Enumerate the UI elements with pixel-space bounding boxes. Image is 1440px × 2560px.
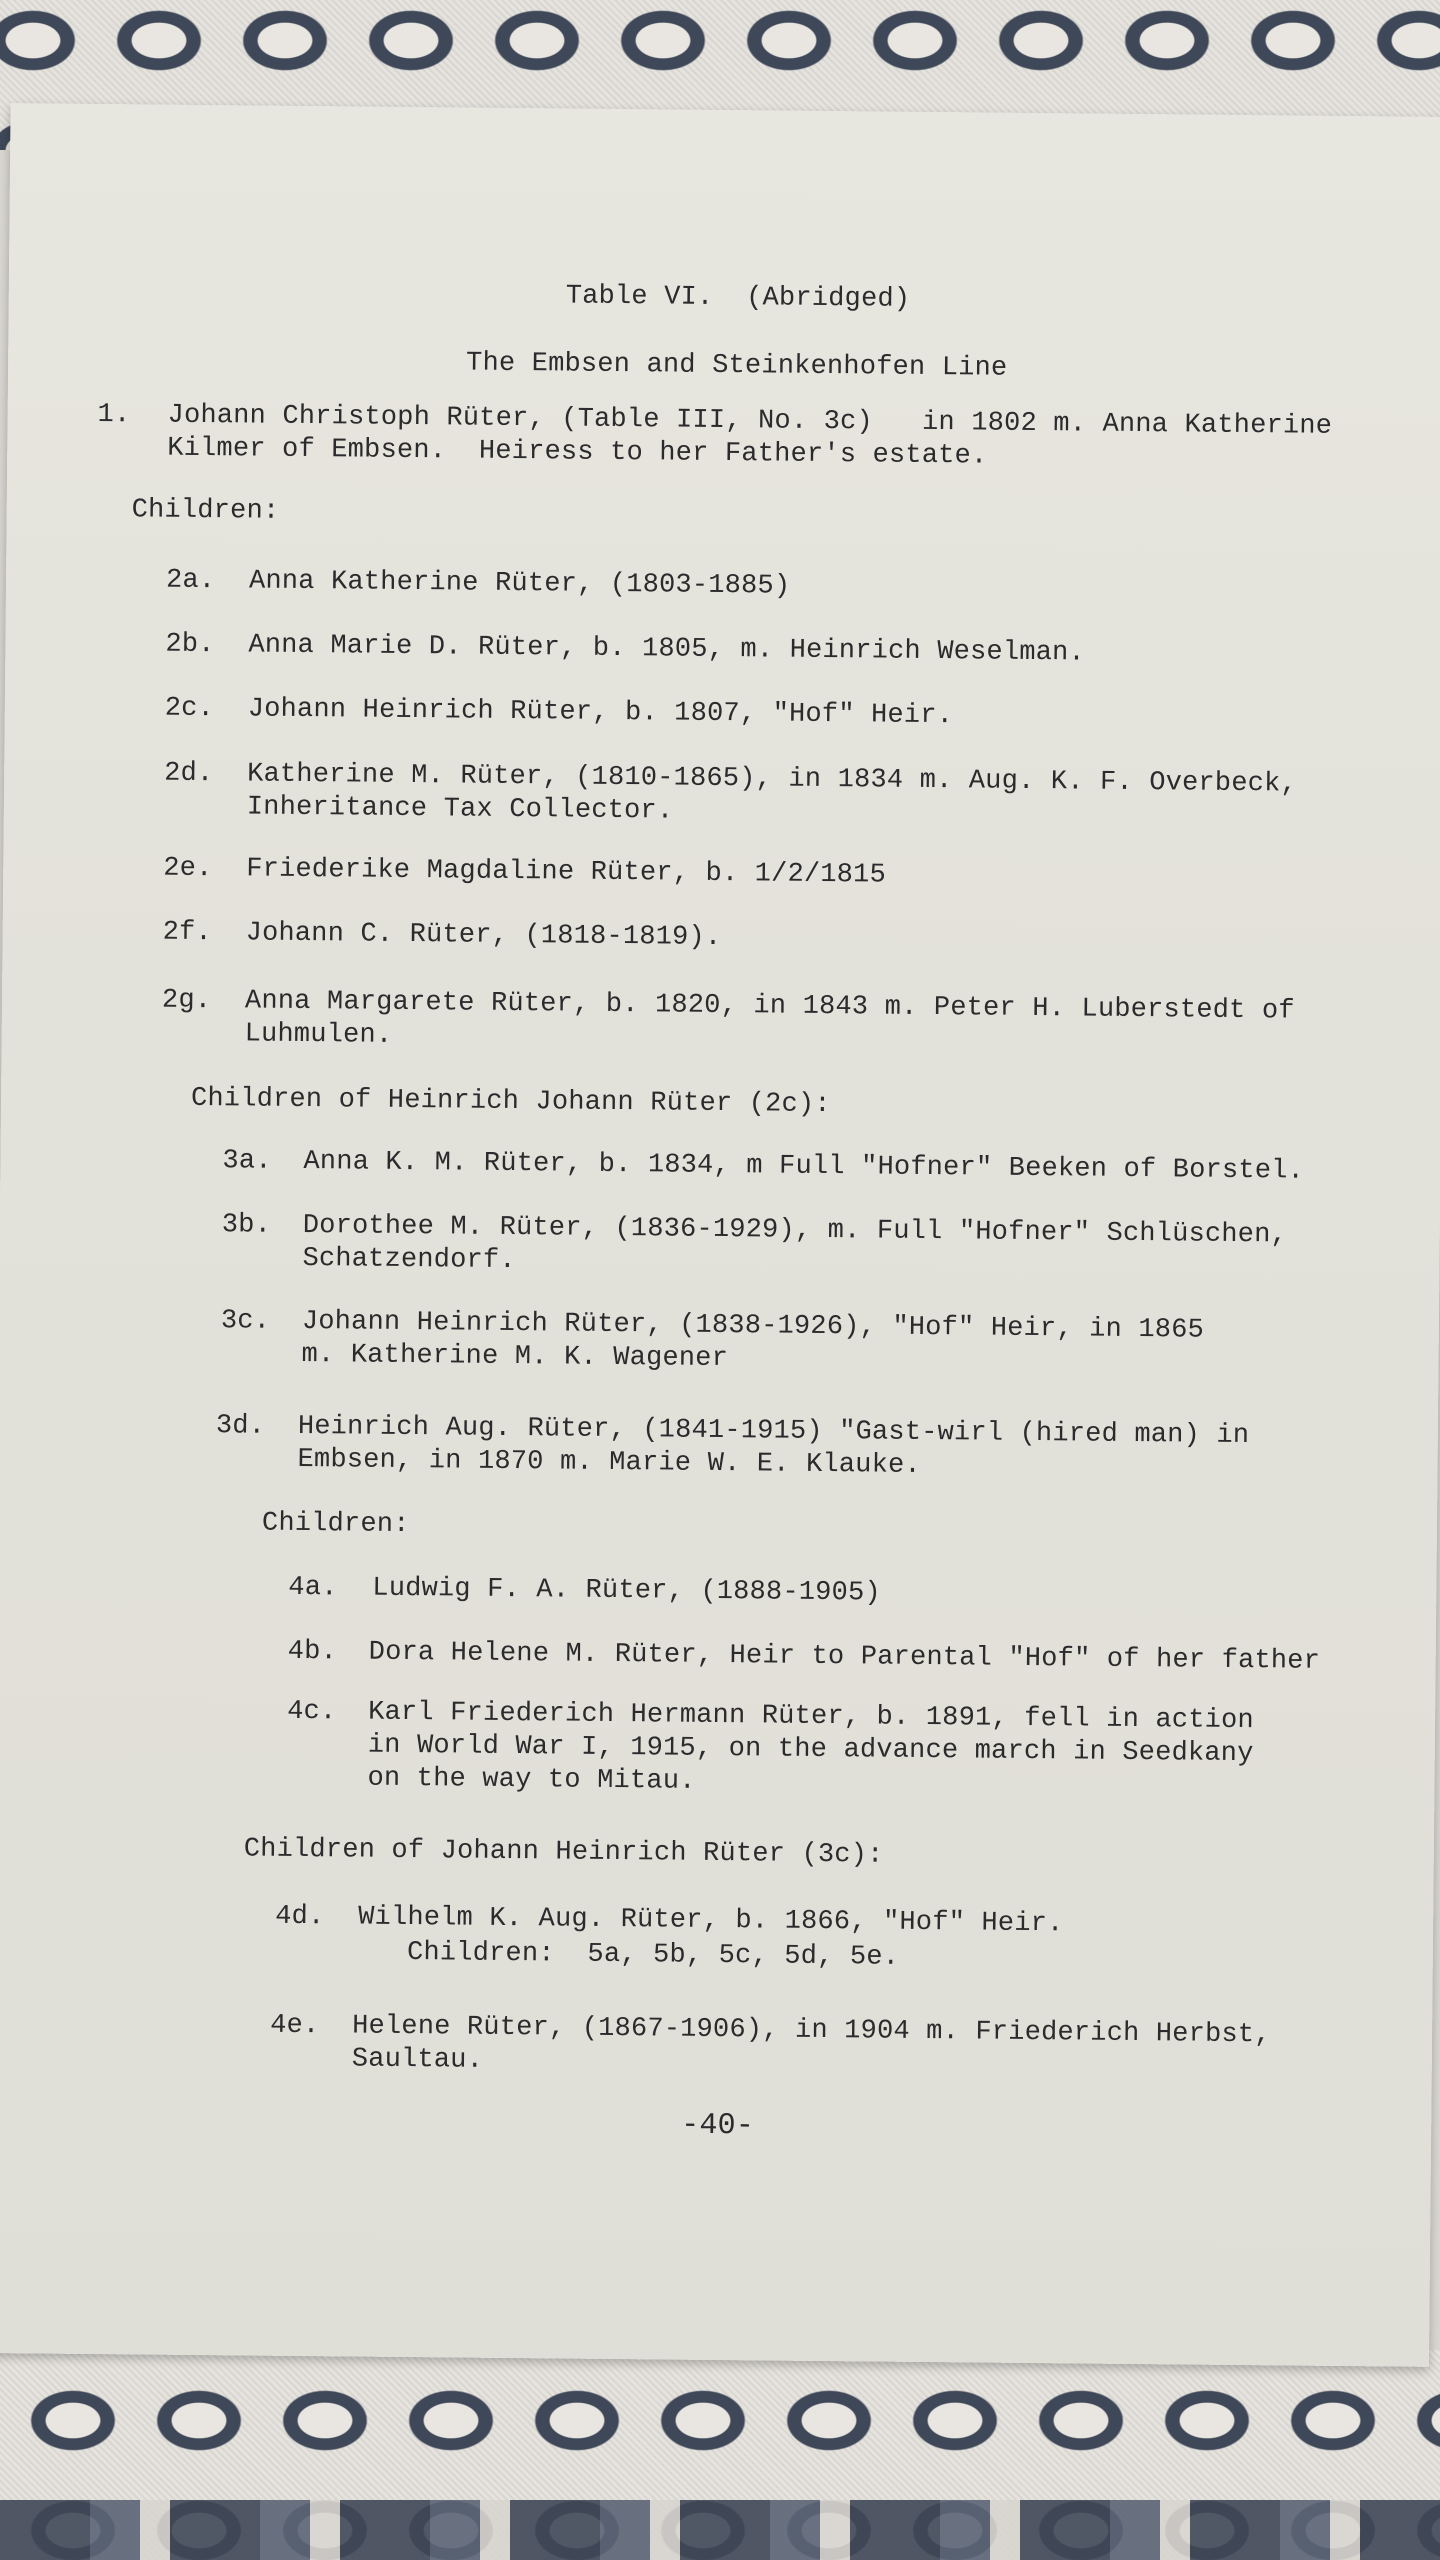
fabric-background-bottom bbox=[0, 2350, 1440, 2560]
entry-id: 2d. bbox=[164, 758, 214, 790]
entry-2e-text: Friederike Magdaline Rüter, b. 1/2/1815 bbox=[246, 854, 887, 891]
entry-1-line-1: Johann Christoph Rüter, (Table III, No. 3c) in 1802 m. Anna Katherine bbox=[167, 400, 1333, 442]
entry-id: 2b. bbox=[165, 629, 215, 661]
entry-id: 2a. bbox=[165, 565, 216, 597]
entry-id: 2g. bbox=[161, 985, 212, 1017]
entry-id: 2c. bbox=[164, 693, 215, 725]
entry-id: 2f. bbox=[162, 917, 212, 949]
entry-id: 3b. bbox=[221, 1210, 272, 1241]
entry-id: 4d. bbox=[275, 1901, 325, 1933]
entry-4e-text-1: Helene Rüter, (1867-1906), in 1904 m. Friederich Herbst, bbox=[352, 2011, 1271, 2051]
entry-4c-text-2: in World War I, 1915, on the advance march in Seedkany bbox=[367, 1730, 1254, 1770]
entry-4a-text: Ludwig F. A. Rüter, (1888-1905) bbox=[372, 1573, 881, 1609]
entry-2b-text: Anna Marie D. Rüter, b. 1805, m. Heinrich Weselman. bbox=[248, 630, 1086, 669]
entry-3d-text-1: Heinrich Aug. Rüter, (1841-1915) "Gast-wirl (hired man) in bbox=[297, 1411, 1250, 1452]
document-page bbox=[0, 103, 1440, 2367]
children-heading: Children: bbox=[131, 495, 280, 527]
entry-4c-text-1: Karl Friederich Hermann Rüter, b. 1891, fell in action bbox=[368, 1697, 1255, 1737]
entry-id: 3a. bbox=[222, 1146, 272, 1177]
table-title: Table VI. (Abridged) bbox=[565, 281, 911, 315]
entry-2d-text-1: Katherine M. Rüter, (1810-1865), in 1834 m. Aug. K. F. Overbeck, bbox=[247, 759, 1298, 800]
entry-2g-text-2: Luhmulen. bbox=[244, 1019, 393, 1051]
page-number: -40- bbox=[681, 2108, 755, 2144]
entry-4d-text-1: Wilhelm K. Aug. Rüter, b. 1866, "Hof" Heir. bbox=[358, 1902, 1064, 1940]
entry-id: 4c. bbox=[287, 1696, 337, 1728]
entry-number: 1. bbox=[97, 399, 131, 431]
entry-2g-text-1: Anna Margarete Rüter, b. 1820, in 1843 m. Peter H. Luberstedt of bbox=[244, 986, 1295, 1027]
entry-3d-text-2: Embsen, in 1870 m. Marie W. E. Klauke. bbox=[297, 1444, 922, 1481]
children-of-3d-heading: Children: bbox=[261, 1508, 410, 1541]
entry-3c-text-1: Johann Heinrich Rüter, (1838-1926), "Hof" Heir, in 1865 bbox=[301, 1306, 1205, 1346]
entry-2f-text: Johann C. Rüter, (1818-1819). bbox=[245, 918, 722, 953]
entry-id: 3c. bbox=[220, 1306, 271, 1337]
typewritten-text bbox=[0, 103, 1440, 2367]
children-of-3c-heading: Children of Johann Heinrich Rüter (3c): bbox=[243, 1834, 884, 1871]
entry-4b-text: Dora Helene M. Rüter, Heir to Parental "Hof" of her father bbox=[368, 1637, 1321, 1677]
entry-1-line-2: Kilmer of Embsen. Heiress to her Father's estate. bbox=[167, 433, 988, 472]
entry-3b-text-2: Schatzendorf. bbox=[302, 1243, 516, 1277]
entry-2d-text-2: Inheritance Tax Collector. bbox=[246, 792, 674, 827]
entry-id: 4a. bbox=[288, 1572, 338, 1604]
entry-2a-text: Anna Katherine Rüter, (1803-1885) bbox=[248, 566, 791, 602]
entry-2c-text: Johann Heinrich Rüter, b. 1807, "Hof" Heir. bbox=[247, 694, 954, 732]
entry-4c-text-3: on the way to Mitau. bbox=[367, 1763, 696, 1797]
entry-4d-text-2: Children: 5a, 5b, 5c, 5d, 5e. bbox=[357, 1937, 900, 1973]
entry-4e-text-2: Saultau. bbox=[351, 2044, 484, 2076]
entry-id: 2e. bbox=[163, 853, 213, 885]
entry-id: 4b. bbox=[287, 1636, 338, 1668]
entry-id: 3d. bbox=[215, 1411, 266, 1442]
entry-3a-text: Anna K. M. Rüter, b. 1834, m Full "Hofner" Beeken of Borstel. bbox=[303, 1146, 1305, 1187]
entry-id: 4e. bbox=[270, 2010, 320, 2042]
entry-3c-text-2: m. Katherine M. K. Wagener bbox=[301, 1339, 729, 1375]
children-of-2c-heading: Children of Heinrich Johann Rüter (2c): bbox=[190, 1083, 831, 1121]
entry-3b-text-1: Dorothee M. Rüter, (1836-1929), m. Full "Hofner" Schlüschen, bbox=[302, 1210, 1288, 1251]
line-subtitle: The Embsen and Steinkenhofen Line bbox=[465, 348, 1008, 384]
